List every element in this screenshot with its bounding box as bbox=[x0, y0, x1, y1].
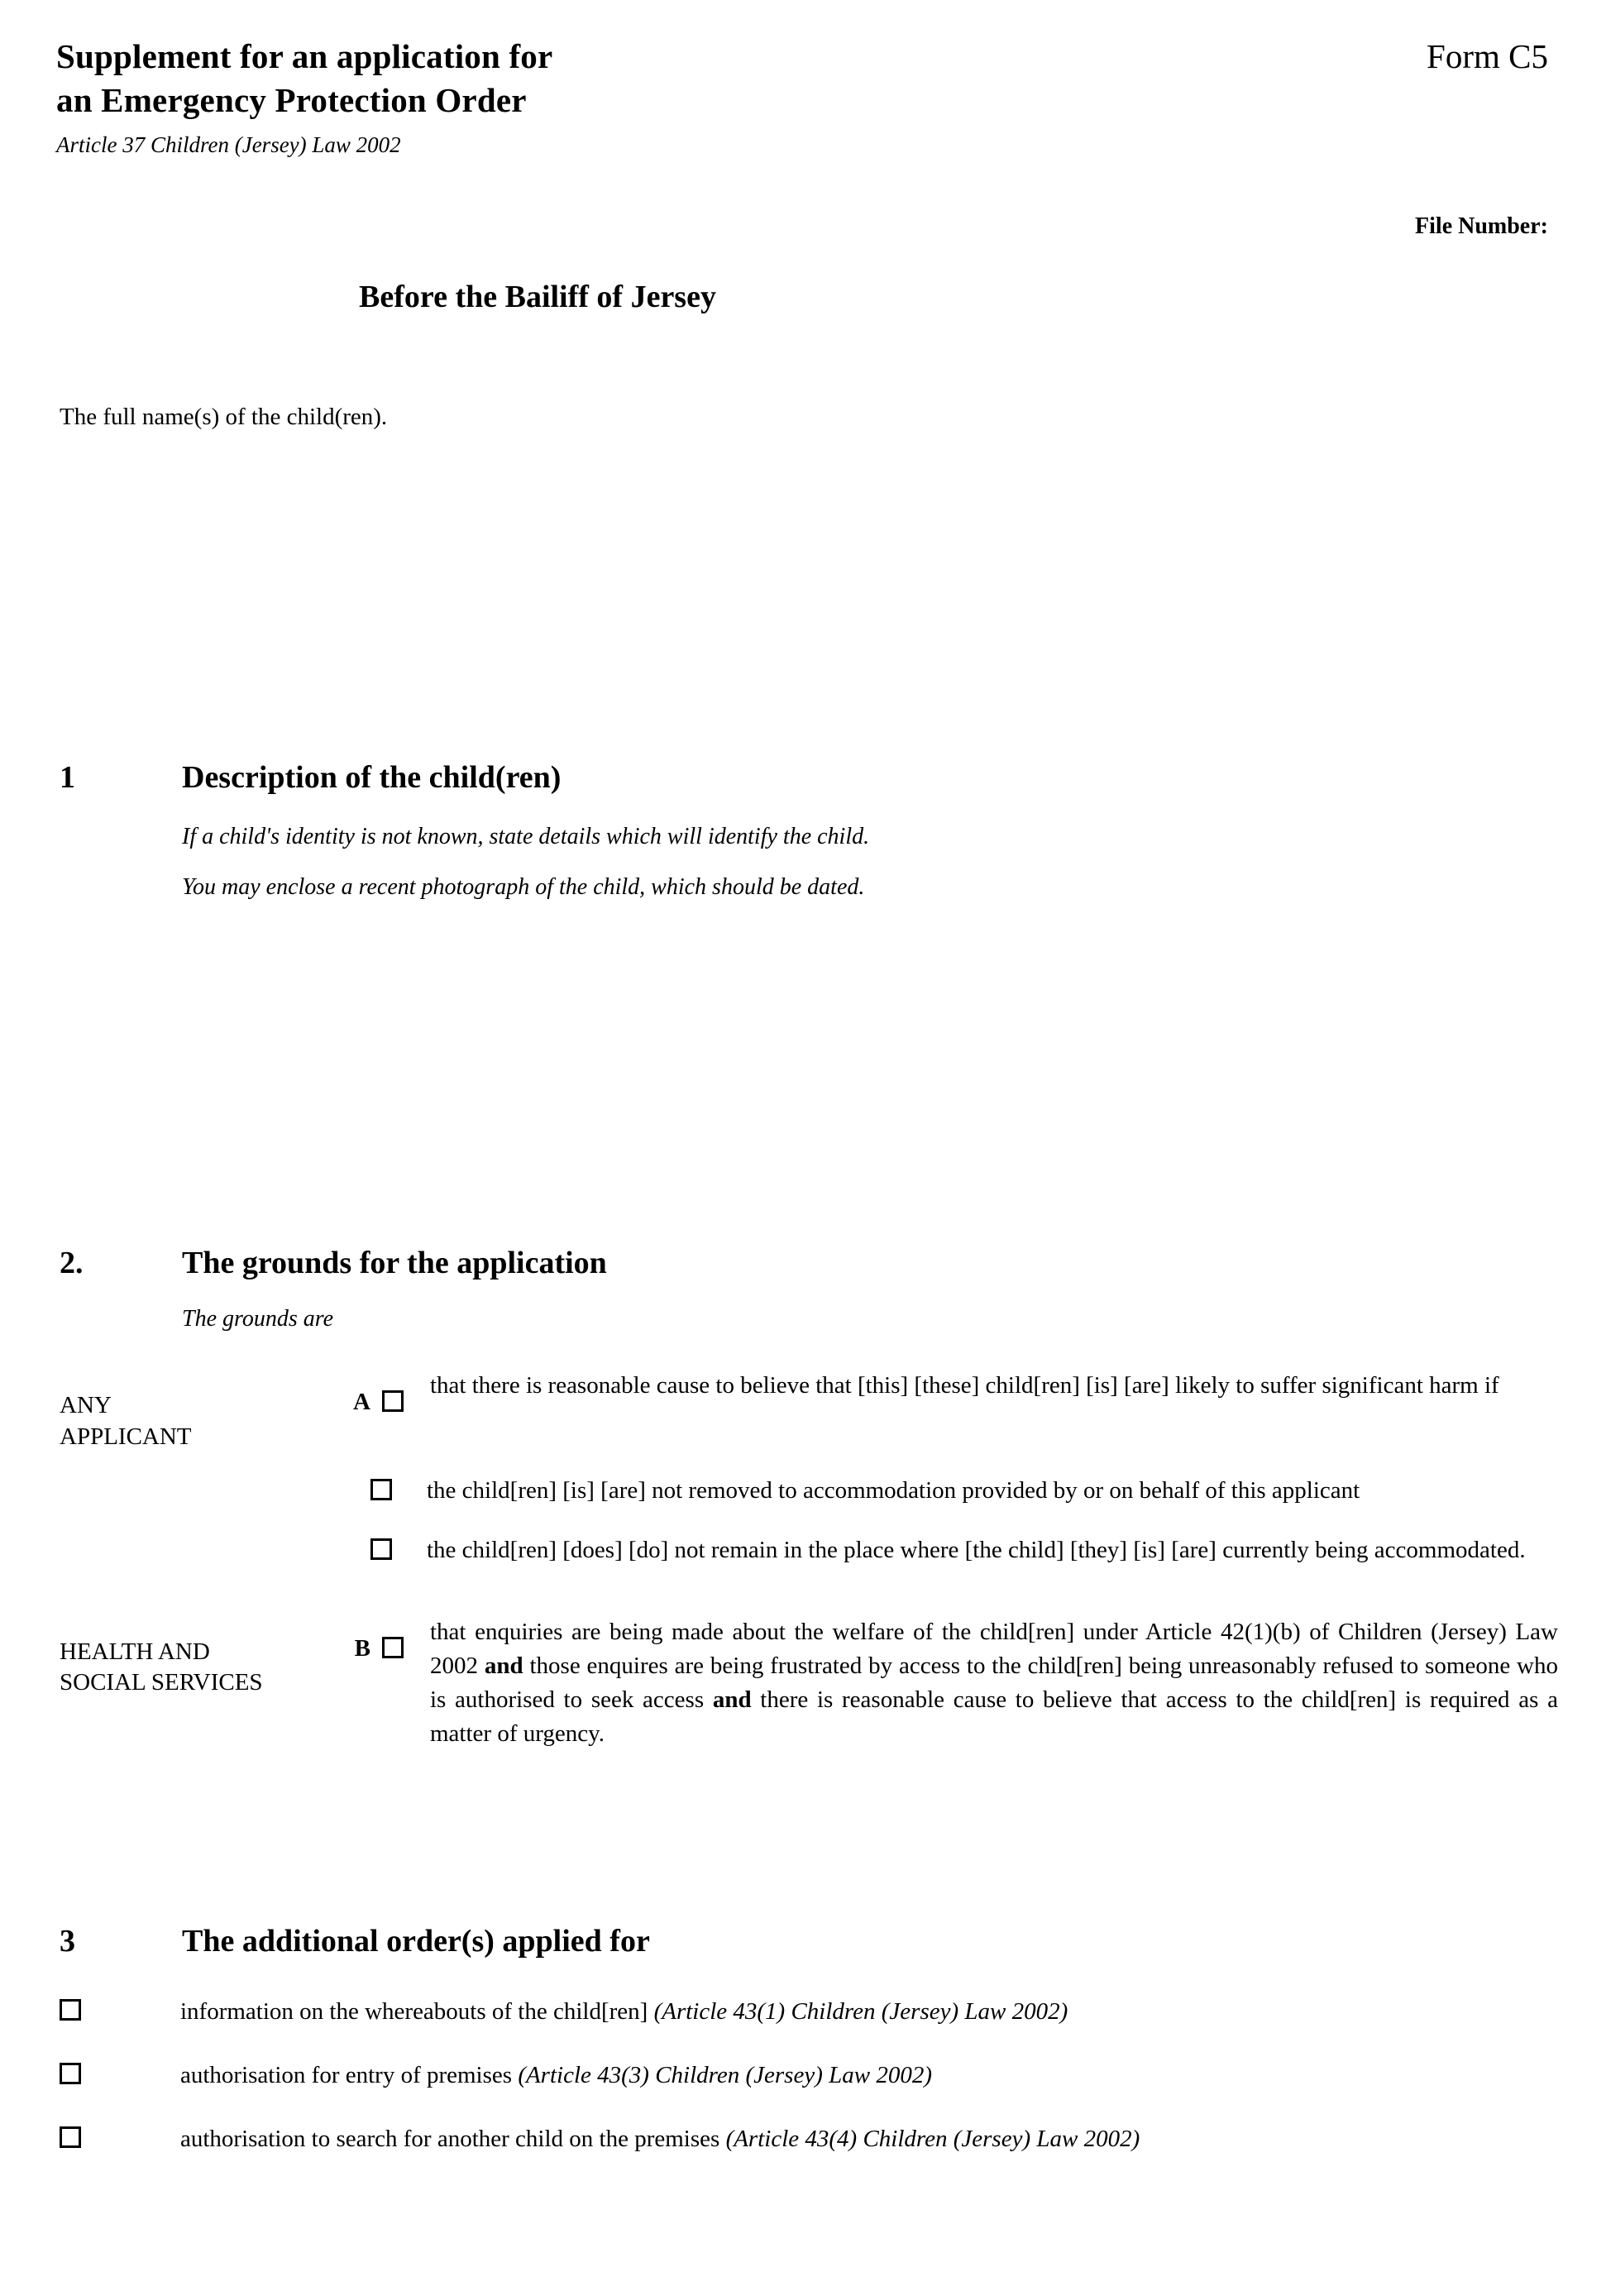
additional-order-1-checkbox-cell[interactable] bbox=[60, 1996, 180, 2025]
ground-a-applicant-label bbox=[60, 1369, 332, 1452]
section-description-of-children bbox=[60, 759, 1558, 1154]
section-2-title: The grounds for the application bbox=[182, 1246, 607, 1280]
ground-b-text-part-3: there is reasonable cause to believe that access to the child[ren] is required as a matter of urgency. bbox=[430, 1686, 1558, 1748]
court-heading: Before the Bailiff of Jersey bbox=[359, 280, 716, 314]
additional-order-1-text bbox=[180, 1996, 1558, 2028]
document-title-line-2: an Emergency Protection Order bbox=[56, 81, 527, 120]
section-3-heading bbox=[60, 1923, 1558, 1959]
ground-b-applicant-label-line-2: SOCIAL SERVICES bbox=[60, 1669, 263, 1696]
title-block bbox=[56, 35, 552, 158]
ground-b-text bbox=[430, 1615, 1558, 1752]
additional-order-item-2 bbox=[60, 2059, 1558, 2092]
section-2-body bbox=[182, 1306, 1558, 1332]
section-1-heading bbox=[60, 759, 1558, 796]
checkbox-icon-additional-order-3[interactable] bbox=[60, 2126, 81, 2148]
document-header bbox=[56, 35, 1548, 158]
file-number-label: File Number: bbox=[1415, 213, 1548, 239]
section-1-hint-2: You may enclose a recent photograph of the child, which should be dated. bbox=[182, 874, 865, 901]
checkbox-icon-additional-order-1[interactable] bbox=[60, 1999, 81, 2021]
ground-a-subitem-2 bbox=[370, 1533, 1558, 1567]
ground-a-applicant-label-line-1: ANY bbox=[60, 1392, 112, 1418]
ground-a-text: that there is reasonable cause to believe that [this] [these] child[ren] [is] [are] likely to suffer significant harm if bbox=[430, 1372, 1499, 1399]
grounds-intro: The grounds are bbox=[182, 1306, 334, 1332]
section-additional-orders bbox=[60, 1923, 1558, 2187]
ground-b-applicant-label-line-1: HEALTH AND bbox=[60, 1638, 210, 1665]
section-2-heading bbox=[60, 1245, 1558, 1281]
additional-order-2-text bbox=[180, 2059, 1558, 2092]
section-3-number: 3 bbox=[60, 1924, 75, 1959]
section-1-body bbox=[182, 819, 1558, 1154]
section-2-number: 2. bbox=[60, 1246, 84, 1280]
section-1-title: Description of the child(ren) bbox=[182, 760, 562, 795]
document-title bbox=[56, 35, 552, 123]
additional-order-item-1 bbox=[60, 1996, 1558, 2028]
ground-a-subitems bbox=[370, 1474, 1558, 1567]
additional-order-item-3 bbox=[60, 2123, 1558, 2155]
additional-order-3-checkbox-cell[interactable] bbox=[60, 2123, 180, 2152]
section-grounds-for-application bbox=[60, 1245, 1558, 1751]
ground-b-checkbox-cell[interactable] bbox=[370, 1615, 430, 1662]
checkbox-icon-ground-a-sub-2[interactable] bbox=[370, 1538, 392, 1560]
ground-b-bold-and-2: and bbox=[712, 1686, 752, 1714]
full-names-instruction: The full name(s) of the child(ren). bbox=[60, 404, 388, 430]
section-1-number: 1 bbox=[60, 760, 75, 795]
ground-b-row bbox=[60, 1615, 1558, 1752]
ground-a-subitem-2-text: the child[ren] [does] [do] not remain in the place where [the child] [they] [is] [are] currently being accommodated. bbox=[427, 1536, 1526, 1563]
ground-a-subitem-1 bbox=[370, 1474, 1558, 1508]
ground-a-subitem-1-checkbox-cell[interactable] bbox=[370, 1474, 427, 1504]
checkbox-icon-ground-a[interactable] bbox=[382, 1390, 404, 1412]
document-title-line-1: Supplement for an application for bbox=[56, 37, 553, 75]
ground-a-applicant-label-line-2: APPLICANT bbox=[60, 1423, 192, 1450]
additional-order-1-citation: (Article 43(1) Children (Jersey) Law 2002) bbox=[653, 1998, 1068, 2025]
additional-orders-list bbox=[60, 1996, 1558, 2155]
document-subtitle: Article 37 Children (Jersey) Law 2002 bbox=[56, 132, 401, 157]
additional-order-2-citation: (Article 43(3) Children (Jersey) Law 2002) bbox=[518, 2062, 932, 2089]
ground-b-applicant-label bbox=[60, 1615, 332, 1699]
additional-order-2-label: authorisation for entry of premises bbox=[180, 2062, 519, 2089]
ground-b-text-part-2: those enquires are being frustrated by access to the child[ren] being unreasonably refused to someone who is authorised to seek access bbox=[430, 1652, 1559, 1714]
ground-a-subitem-1-text: the child[ren] [is] [are] not removed to accommodation provided by or on behalf of this applicant bbox=[427, 1477, 1360, 1504]
checkbox-icon-ground-b[interactable] bbox=[382, 1637, 404, 1658]
form-code: Form C5 bbox=[1427, 37, 1548, 75]
section-3-title: The additional order(s) applied for bbox=[182, 1924, 650, 1959]
ground-b-letter: B bbox=[354, 1634, 370, 1662]
ground-a-row bbox=[60, 1369, 1558, 1452]
additional-order-3-citation: (Article 43(4) Children (Jersey) Law 2002) bbox=[725, 2126, 1140, 2153]
additional-order-3-text bbox=[180, 2123, 1558, 2155]
ground-b-text-part-1: that enquiries are being made about the welfare of the child[ren] under Article 42(1)(b) of Children (Jersey) Law 2002 bbox=[430, 1618, 1558, 1679]
additional-order-3-label: authorisation to search for another child on the premises bbox=[180, 2126, 726, 2153]
ground-a-letter: A bbox=[353, 1389, 370, 1415]
checkbox-icon-ground-a-sub-1[interactable] bbox=[370, 1479, 392, 1500]
additional-order-2-checkbox-cell[interactable] bbox=[60, 2059, 180, 2088]
section-1-hint-1: If a child's identity is not known, state details which will identify the child. bbox=[182, 824, 870, 849]
ground-b-bold-and-1: and bbox=[484, 1652, 523, 1679]
child-description-answer-area[interactable] bbox=[182, 906, 1558, 1154]
additional-order-1-label: information on the whereabouts of the child[ren] bbox=[180, 1998, 654, 2025]
ground-a-checkbox-cell[interactable] bbox=[370, 1369, 430, 1416]
ground-a-subitem-2-checkbox-cell[interactable] bbox=[370, 1533, 427, 1564]
checkbox-icon-additional-order-2[interactable] bbox=[60, 2063, 81, 2084]
